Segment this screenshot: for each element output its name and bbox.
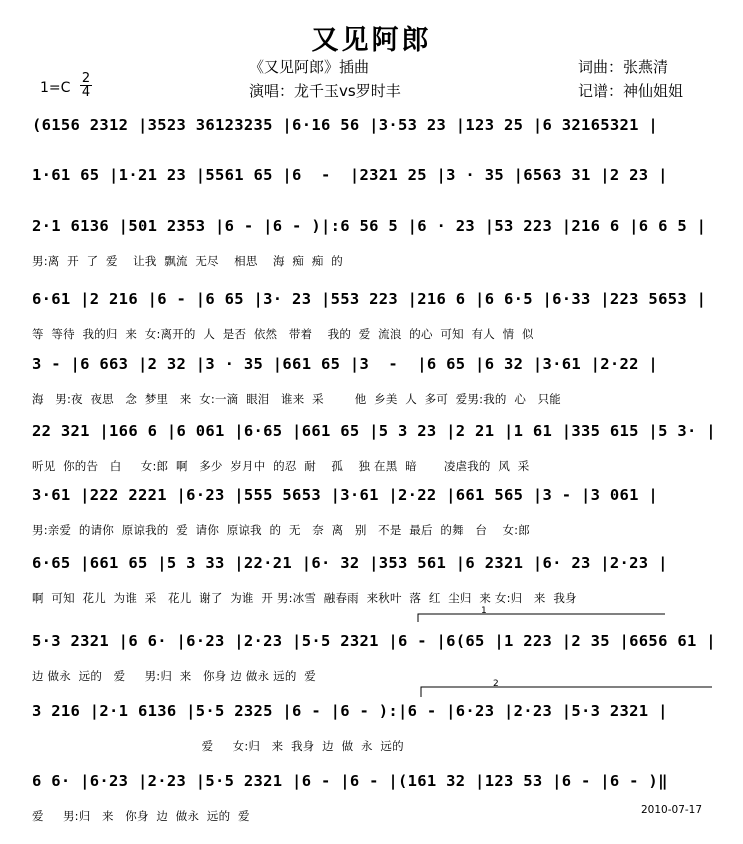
- notation: 3 - |6 663 |2 32 |3 · 35 |661 65 |3 - |6 65 |6 32 |3·61 |2·22 |: [32, 355, 659, 373]
- notation: 22 321 |166 6 |6 061 |6·65 |661 65 |5 3 23 |2 21 |1 61 |335 615 |5 3· |: [32, 422, 716, 440]
- lyrics: 爱 女:归 来 我身 边 做 永 远的: [32, 739, 404, 753]
- time-numerator: 2: [81, 71, 91, 86]
- notation: 3·61 |222 2221 |6·23 |555 5653 |3·61 |2·22 |661 565 |3 - |3 061 |: [32, 486, 659, 504]
- page-title: 又见阿郎: [311, 25, 432, 56]
- transcriber: 记谱：神仙姐姐: [578, 82, 684, 100]
- lyricist-composer: 词曲：张燕清: [578, 58, 669, 76]
- notation: (6156 2312 |3523 36123235 |6·16 56 |3·53 23 |123 25 |6 32165321 |: [32, 116, 659, 134]
- lyrics: 男:亲爱 的请你 原谅我的 爱 请你 原谅我 的 无 奈 离 别 不是 最后 的舞 台 女:郎: [32, 523, 530, 537]
- lyrics: 男:离 开 了 爱 让我 飘流 无尽 相思 海 痴 痴 的: [32, 254, 343, 268]
- key-signature: 1=C: [40, 80, 71, 96]
- lyrics: 等 等待 我的归 来 女:离开的 人 是否 依然 带着 我的 爱 流浪 的心 可知 有人 情 似: [32, 327, 534, 341]
- notation: 6·61 |2 216 |6 - |6 65 |3· 23 |553 223 |216 6 |6 6·5 |6·33 |223 5653 |: [32, 290, 707, 308]
- lyrics: 啊 可知 花儿 为谁 采 花儿 谢了 为谁 开 男:冰雪 融春雨 来秋叶 落 红 尘归 来 女:归 来 我身: [32, 591, 577, 605]
- singers: 演唱：龙千玉vs罗时丰: [249, 82, 401, 100]
- lyrics: 海 男:夜 夜思 念 梦里 来 女:一滴 眼泪 谁来 采 他 乡美 人 多可 爱男:我的 心 只能: [32, 392, 562, 406]
- lyrics: 听见 你的告 白 女:郎 啊 多少 岁月中 的忍 耐 孤 独 在黑 暗 凌虐我的 风 采: [32, 459, 530, 473]
- notation: 5·3 2321 |6 6· |6·23 |2·23 |5·5 2321 |6 - |6(65 |1 223 |2 35 |6656 61 |: [32, 632, 716, 650]
- date-stamp: 2010-07-17: [641, 804, 703, 816]
- notation: 1·61 65 |1·21 23 |5561 65 |6 - |2321 25 |3 · 35 |6563 31 |2 23 |: [32, 166, 668, 184]
- notation: 6 6· |6·23 |2·23 |5·5 2321 |6 - |6 - |(161 32 |123 53 |6 - |6 - )‖: [32, 772, 668, 790]
- volta-2-label: 2: [493, 679, 499, 689]
- notation: 3 216 |2·1 6136 |5·5 2325 |6 - |6 - ):|6 - |6·23 |2·23 |5·3 2321 |: [32, 702, 668, 720]
- lyrics: 爱 男:归 来 你身 边 做永 远的 爱: [32, 809, 250, 823]
- volta-1-label: 1: [481, 606, 487, 616]
- time-denominator: 4: [81, 85, 91, 100]
- subtitle: 《又见阿郎》插曲: [249, 58, 370, 76]
- lyrics: 边 做永 远的 爱 男:归 来 你身 边 做永 远的 爱: [32, 669, 316, 683]
- notation: 2·1 6136 |501 2353 |6 - |6 - )|:6 56 5 |6 · 23 |53 223 |216 6 |6 6 5 |: [32, 217, 707, 235]
- notation: 6·65 |661 65 |5 3 33 |22·21 |6· 32 |353 561 |6 2321 |6· 23 |2·23 |: [32, 554, 668, 572]
